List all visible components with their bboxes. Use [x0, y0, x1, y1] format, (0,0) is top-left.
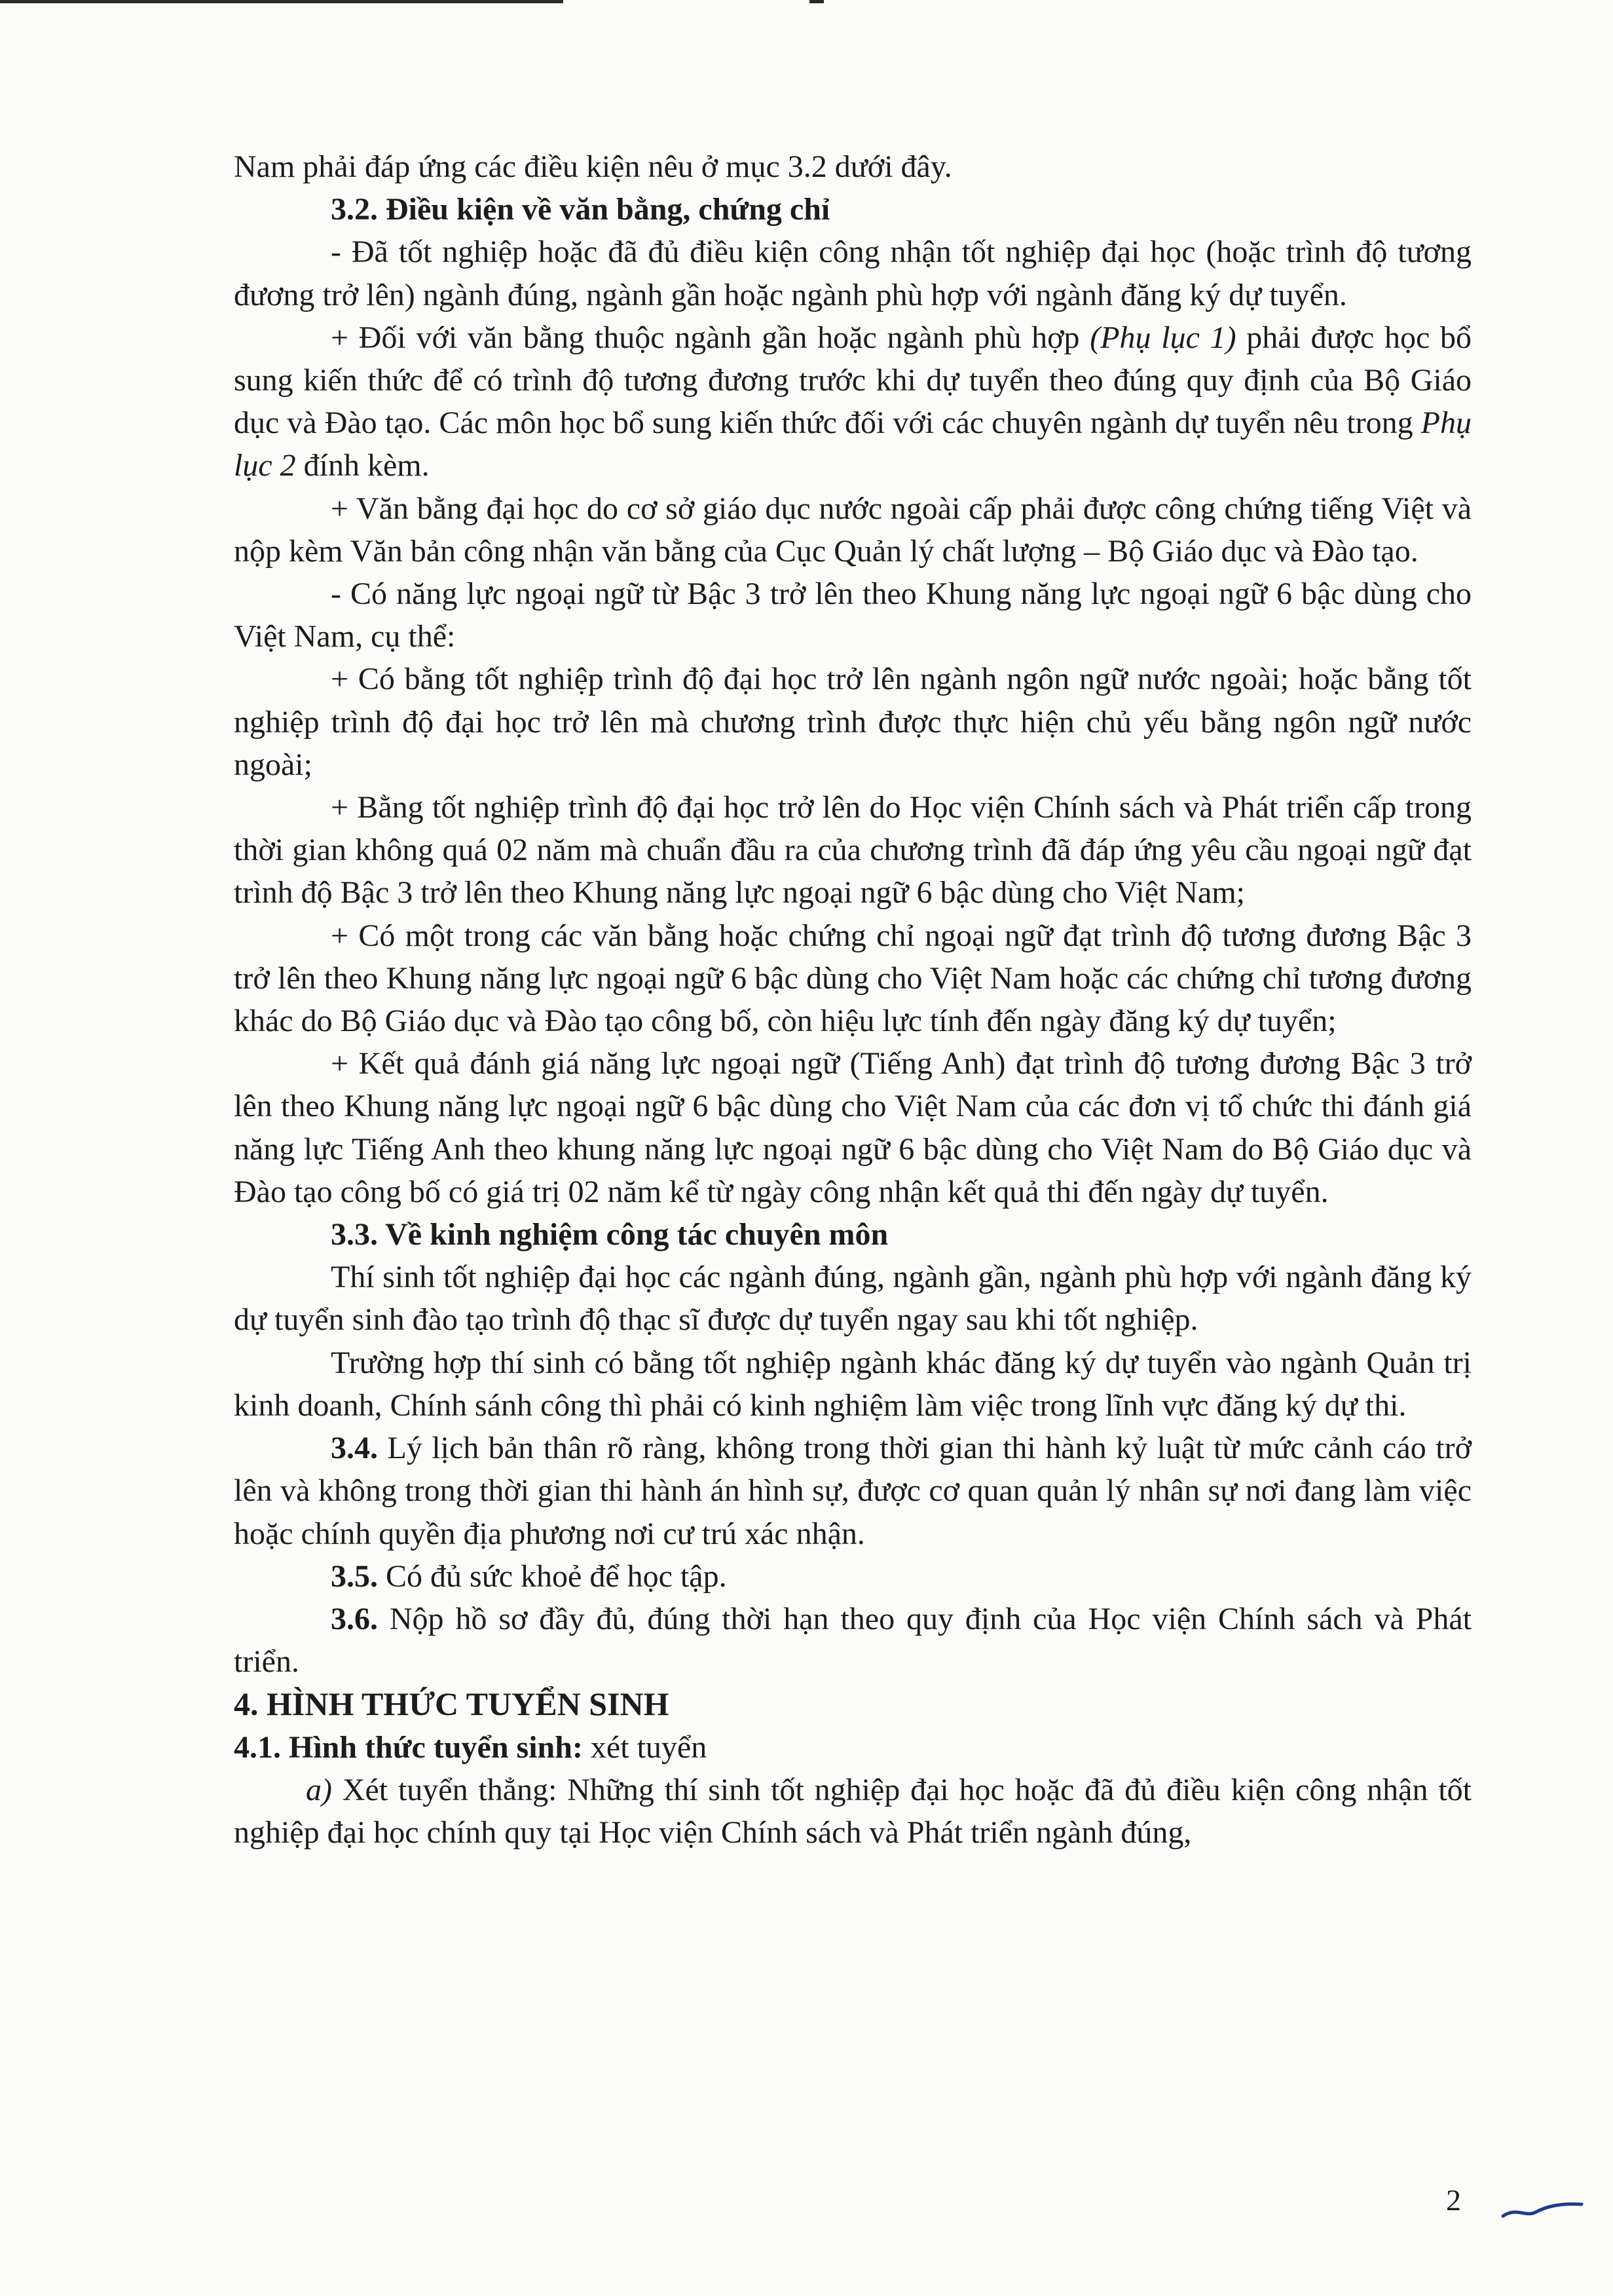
section-number: 3.4.: [331, 1431, 378, 1466]
section-number: 3.5.: [331, 1558, 378, 1594]
document-body: [234, 145, 1472, 1854]
item-label: a): [306, 1772, 332, 1807]
paragraph-degree-requirement: - Đã tốt nghiệp hoặc đã đủ điều kiện công nhận tốt nghiệp đại học (hoặc trình độ tương đương trở lên) ngành đúng, ngành gần hoặc ngành phù hợp với ngành đăng ký dự tuyển.: [234, 235, 1472, 312]
paragraph-continuation: [234, 145, 1472, 188]
section-number: 3.6.: [331, 1601, 378, 1636]
paragraph-experience-1: Thí sinh tốt nghiệp đại học các ngành đúng, ngành gần, ngành phù hợp với ngành đăng ký dự tuyển sinh đào tạo trình độ thạc sĩ được dự tuyển ngay sau khi tốt nghiệp.: [234, 1260, 1472, 1338]
heading-4: 4. HÌNH THỨC TUYỂN SINH: [234, 1685, 669, 1723]
paragraph-3-4: [234, 1427, 1472, 1555]
text: xét tuyển: [582, 1729, 707, 1765]
paragraph-foreign-degree: + Văn bằng đại học do cơ sở giáo dục nước ngoài cấp phải được công chứng tiếng Việt và nộp kèm Văn bản công nhận văn bằng của Cục Quản lý chất lượng – Bộ Giáo dục và Đào tạo.: [234, 491, 1472, 569]
top-border-rule: [0, 0, 563, 3]
heading-3-3: 3.3. Về kinh nghiệm công tác chuyên môn: [331, 1217, 889, 1252]
text: + Đối với văn bằng thuộc ngành gần hoặc ngành phù hợp: [331, 320, 1090, 355]
appendix-1-ref: (Phụ lục 1): [1090, 320, 1236, 355]
paragraph-related-field: [234, 316, 1472, 487]
paragraph-language-requirement: - Có năng lực ngoại ngữ từ Bậc 3 trở lên theo Khung năng lực ngoại ngữ 6 bậc dùng cho Việt Nam, cụ thể:: [234, 576, 1472, 654]
signature-initial-icon: [1500, 2198, 1585, 2224]
appendix-2-ref: Phụ lục 2: [234, 405, 1472, 483]
text: Nộp hồ sơ đầy đủ, đúng thời hạn theo quy định của Học viện Chính sách và Phát triển.: [234, 1601, 1472, 1680]
text: Có đủ sức khoẻ để học tập.: [378, 1558, 727, 1594]
heading-3-2: 3.2. Điều kiện về văn bằng, chứng chỉ: [331, 192, 830, 227]
paragraph-language-degree: + Có bằng tốt nghiệp trình độ đại học trở lên ngành ngôn ngữ nước ngoài; hoặc bằng tốt nghiệp trình độ đại học trở lên mà chương trình được thực hiện chủ yếu bằng ngôn ngữ nước ngoài;: [234, 662, 1472, 782]
paragraph-language-certificate: + Có một trong các văn bằng hoặc chứng chỉ ngoại ngữ đạt trình độ tương đương Bậc 3 trở lên theo Khung năng lực ngoại ngữ 6 bậc dùng cho Việt Nam hoặc các chứng chỉ tương đương khác do Bộ Giáo dục và Đào tạo công bố, còn hiệu lực tính đến ngày đăng ký dự tuyển;: [234, 918, 1472, 1039]
paragraph-3-5: [234, 1555, 1472, 1598]
top-center-mark: [809, 0, 824, 3]
text: đính kèm.: [295, 448, 430, 483]
text: Nam phải đáp ứng các điều kiện nêu ở mục 3.2 dưới đây.: [234, 149, 952, 184]
paragraph-language-assessment: + Kết quả đánh giá năng lực ngoại ngữ (Tiếng Anh) đạt trình độ tương đương Bậc 3 trở lên theo Khung năng lực ngoại ngữ 6 bậc dùng cho Việt Nam của các đơn vị tổ chức thi đánh giá năng lực Tiếng Anh theo khung năng lực ngoại ngữ 6 bậc dùng cho Việt Nam do Bộ Giáo dục và Đào tạo công bố có giá trị 02 năm kể từ ngày công nhận kết quả thi đến ngày dự tuyển.: [234, 1046, 1472, 1209]
text: Xét tuyển thẳng: Những thí sinh tốt nghiệp đại học hoặc đã đủ điều kiện công nhận tốt nghiệp đại học chính quy tại Học viện Chính sách và Phát triển ngành đúng,: [234, 1772, 1472, 1850]
heading-4-1: [234, 1726, 1472, 1769]
paragraph-experience-2: Trường hợp thí sinh có bằng tốt nghiệp ngành khác đăng ký dự tuyển vào ngành Quản trị kinh doanh, Chính sánh công thì phải có kinh nghiệm làm việc trong lĩnh vực đăng ký dự thi.: [234, 1345, 1472, 1423]
paragraph-academy-degree: + Bằng tốt nghiệp trình độ đại học trở lên do Học viện Chính sách và Phát triển cấp trong thời gian không quá 02 năm mà chuẩn đầu ra của chương trình đã đáp ứng yêu cầu ngoại ngữ đạt trình độ Bậc 3 trở lên theo Khung năng lực ngoại ngữ 6 bậc dùng cho Việt Nam;: [234, 790, 1472, 911]
paragraph-direct-admission: [234, 1769, 1472, 1854]
section-title: 4.1. Hình thức tuyển sinh:: [234, 1729, 583, 1765]
paragraph-3-6: [234, 1598, 1472, 1683]
text: phải được học bổ sung kiến thức để có trình độ tương đương trước khi dự tuyển theo đúng quy định của Bộ Giáo dục và Đào tạo. Các môn học bổ sung kiến thức đối với các chuyên ngành dự tuyển nêu trong: [234, 320, 1472, 441]
text: Lý lịch bản thân rõ ràng, không trong thời gian thi hành kỷ luật từ mức cảnh cáo trở lên và không trong thời gian thi hành án hình sự, được cơ quan quản lý nhân sự nơi đang làm việc hoặc chính quyền địa phương nơi cư trú xác nhận.: [234, 1431, 1472, 1551]
page-number: 2: [1446, 2183, 1461, 2217]
